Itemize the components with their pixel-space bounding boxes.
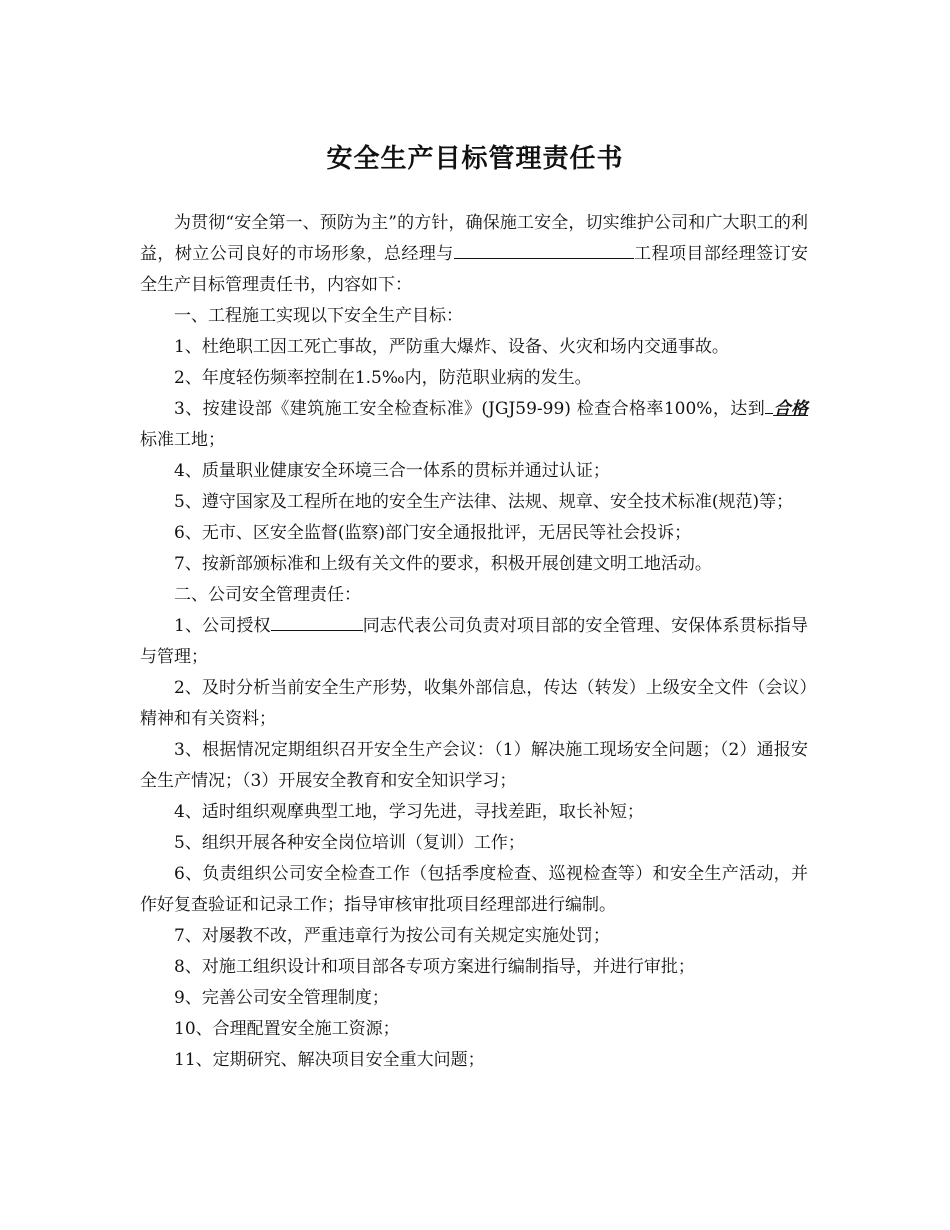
section-1-item-4: 4、质量职业健康安全环境三合一体系的贯标并通过认证； [174,461,610,481]
section-2-item-2: 2、及时分析当前安全生产形势，收集外部信息，传达（转发）上级安全文件（会议）精神和有关资料； [140,678,808,729]
document-body [140,208,808,1076]
item-1-text-1: 1、公司授权 [174,616,271,636]
section-1-item-6: 6、无市、区安全监督(监察)部门安全通报批评，无居民等社会投诉； [174,523,692,543]
authorized-person-blank[interactable] [271,611,363,631]
section-1-item-7: 7、按新部颁标准和上级有关文件的要求，积极开展创建文明工地活动。 [174,554,712,574]
item-1-text-2: 同志代表公司负责对项目部的安全管理、安保体系贯标指导与管理； [140,616,808,667]
section-2-item-5: 5、组织开展各种安全岗位培训（复训）工作； [174,833,525,853]
project-name-blank[interactable] [454,239,634,259]
section-2-item-1 [140,611,808,673]
section-2-heading: 二、公司安全管理责任： [174,585,361,605]
section-1-item-2: 2、年度轻伤频率控制在1.5‰内，防范职业病的发生。 [174,368,592,388]
intro-text-1: 为贯彻“安全第一、预防为主”的方针，确保施工安全，切实维护公司和广大职工的利益，树立公司良好的市场形象，总经理与 [140,213,808,264]
section-1-item-1: 1、杜绝职工因工死亡事故，严防重大爆炸、设备、火灾和场内交通事故。 [174,337,729,357]
section-1-item-5: 5、遵守国家及工程所在地的安全生产法律、法规、规章、安全技术标准(规范)等； [174,492,794,512]
section-2-item-7: 7、对屡教不改，严重违章行为按公司有关规定实施处罚； [174,926,610,946]
section-2-item-6: 6、负责组织公司安全检查工作（包括季度检查、巡视检查等）和安全生产活动，并作好复查验证和记录工作；指导审核审批项目经理部进行编制。 [140,864,808,915]
section-2-item-8: 8、对施工组织设计和项目部各专项方案进行编制指导，并进行审批； [174,957,695,977]
section-1-item-3 [140,394,808,456]
section-2-item-9: 9、完善公司安全管理制度； [174,988,389,1008]
item-3-text-2: 标准工地； [140,430,225,450]
section-1-heading: 一、工程施工实现以下安全生产目标： [174,306,463,326]
section-2-item-11: 11、定期研究、解决项目安全重大问题； [174,1050,485,1070]
document-title: 安全生产目标管理责任书 [326,144,624,174]
intro-text-2: 工程项目部经理签订安全生产目标管理责任书，内容如下： [140,244,809,295]
item-3-blank [765,394,773,414]
item-3-fill-value: 合格 [773,399,809,419]
section-2-item-3: 3、根据情况定期组织召开安全生产会议：（1）解决施工现场安全问题；（2）通报安全生产情况；（3）开展安全教育和安全知识学习； [140,740,808,791]
section-2-item-10: 10、合理配置安全施工资源； [174,1019,400,1039]
section-2-item-4: 4、适时组织观摩典型工地，学习先进，寻找差距，取长补短； [174,802,644,822]
item-3-text-1: 3、按建设部《建筑施工安全检查标准》(JGJ59-99) 检查合格率100%，达到 [174,399,766,419]
intro-paragraph [140,208,808,301]
